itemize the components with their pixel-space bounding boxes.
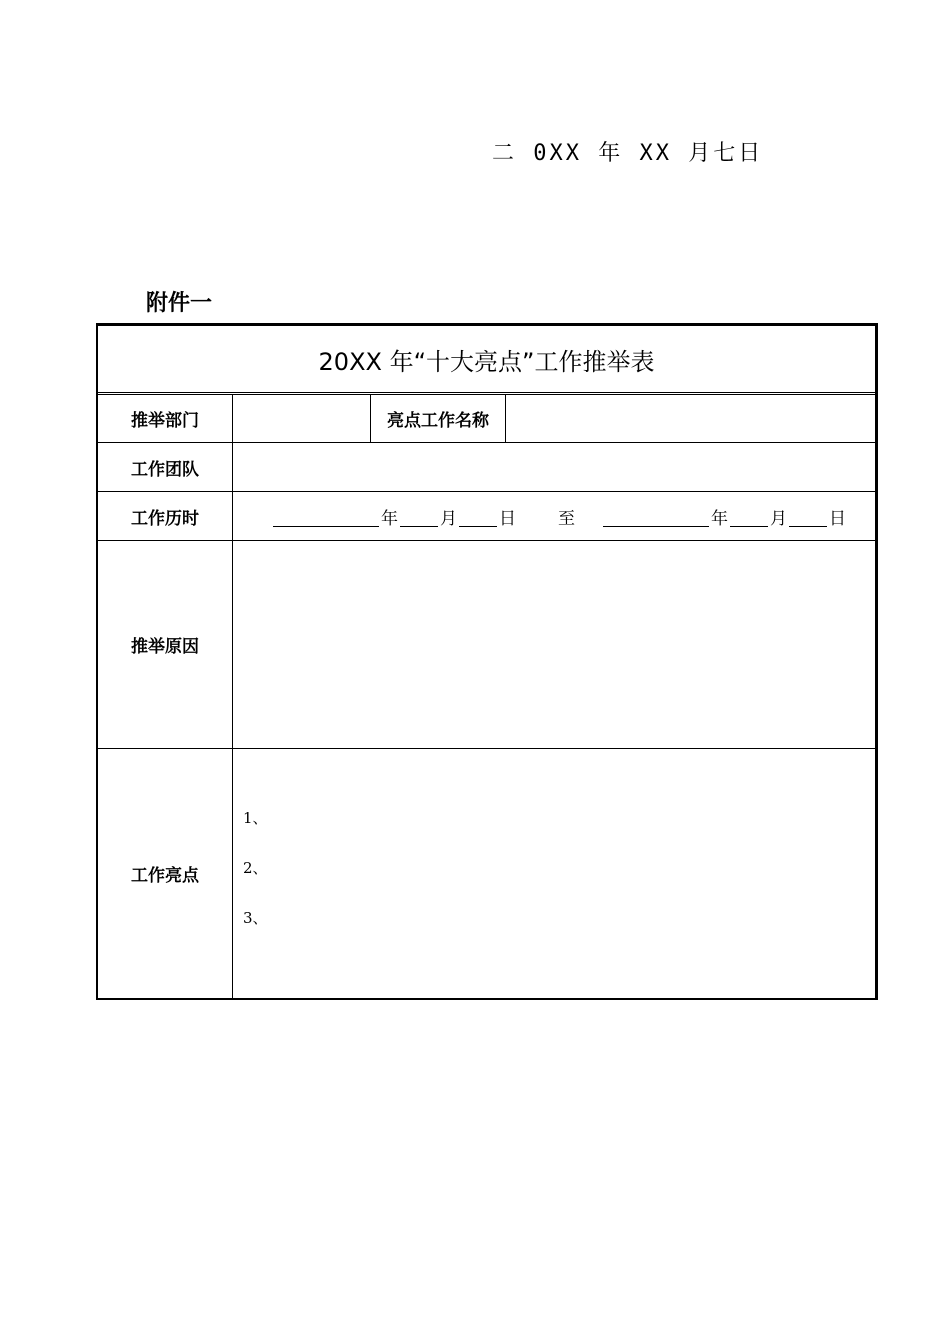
reason-input[interactable]: [233, 541, 875, 748]
form-title: 20XX 年“十大亮点”工作推举表: [98, 326, 875, 395]
start-day-blank[interactable]: [459, 509, 497, 527]
team-row: [98, 443, 875, 492]
document-date: 二 0XX 年 XX 月七日: [492, 141, 764, 166]
end-year-unit: 年: [711, 508, 728, 529]
duration-label: 工作历时: [98, 492, 233, 540]
nomination-form-table: [96, 323, 878, 1000]
highlight-items-list: [243, 793, 268, 943]
start-year-unit: 年: [381, 508, 398, 529]
highlights-input[interactable]: [233, 749, 875, 998]
team-label: 工作团队: [98, 443, 233, 491]
reason-label: 推举原因: [98, 541, 233, 748]
start-month-blank[interactable]: [400, 509, 438, 527]
highlights-row: [98, 749, 875, 998]
to-label: 至: [558, 508, 575, 529]
team-input[interactable]: [233, 443, 875, 491]
highlight-item-3: 3、: [243, 909, 268, 927]
duration-fields: [273, 492, 848, 540]
attachment-label: 附件一: [146, 291, 213, 316]
start-year-blank[interactable]: [273, 509, 379, 527]
end-day-unit: 日: [829, 508, 846, 529]
reason-row: [98, 541, 875, 749]
start-day-unit: 日: [499, 508, 516, 529]
end-year-blank[interactable]: [603, 509, 709, 527]
highlights-label: 工作亮点: [98, 749, 233, 998]
duration-row: [98, 492, 875, 541]
end-month-blank[interactable]: [730, 509, 768, 527]
start-month-unit: 月: [440, 508, 457, 529]
highlight-name-input[interactable]: [506, 395, 875, 442]
end-month-unit: 月: [770, 508, 787, 529]
highlight-name-label: 亮点工作名称: [370, 395, 506, 442]
department-label: 推举部门: [98, 395, 233, 442]
highlight-item-1: 1、: [243, 809, 268, 827]
department-input[interactable]: [233, 395, 370, 442]
end-day-blank[interactable]: [789, 509, 827, 527]
department-row: [98, 395, 875, 443]
highlight-item-2: 2、: [243, 859, 268, 877]
